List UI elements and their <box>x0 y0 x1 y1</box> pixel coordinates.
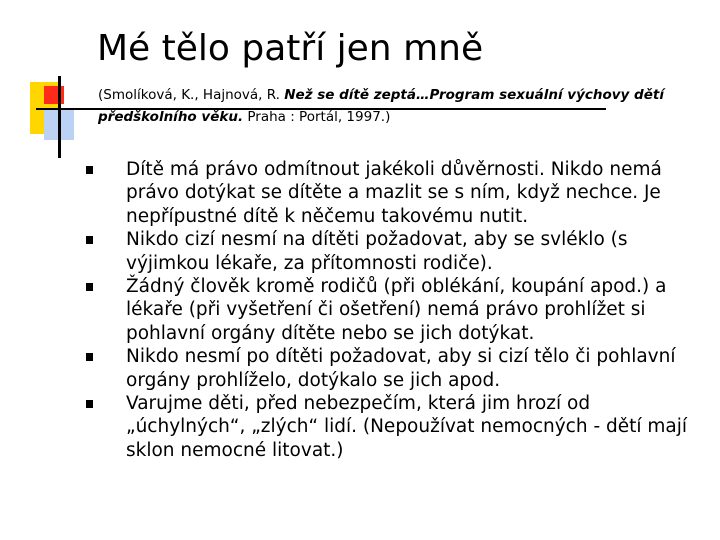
square-bullet-icon <box>86 236 93 244</box>
bullet-text: Žádný člověk kromě rodičů (při oblékání, koupání apod.) a lékaře (při vyšetření či ošetření) nemá právo prohlížet si pohlavní orgány dítěte nebo se jich dotýkat. <box>126 276 667 344</box>
bullet-text: Varujme děti, před nebezpečím, která jim hrozí od „úchylných“, „zlých“ lidí. (Nepoužívat nemocných - dětí mají sklon nemocné litovat.) <box>126 393 688 461</box>
bullet-list <box>80 158 710 462</box>
bullet-text: Nikdo cizí nesmí na dítěti požadovat, aby se svléklo (s výjimkou lékaře, za přítomnosti rodiče). <box>126 229 628 274</box>
square-bullet-icon <box>86 400 93 408</box>
bullet-text: Nikdo nesmí po dítěti požadovat, aby si cizí tělo či pohlavní orgány prohlíželo, dotýkalo se jich apod. <box>126 346 676 391</box>
slide-title: Mé tělo patří jen mně <box>97 28 484 69</box>
bullet-text: Dítě má právo odmítnout jakékoli důvěrnosti. Nikdo nemá právo dotýkat se dítěte a mazlit se s ním, když nechce. Je nepřípustné dítě k něčemu takovému nutit. <box>126 159 662 227</box>
decorative-red-block <box>44 86 64 104</box>
bullet-item <box>80 228 710 275</box>
bullet-item <box>80 158 710 228</box>
decorative-vertical-line <box>58 76 61 158</box>
square-bullet-icon <box>86 353 93 361</box>
bullet-item <box>80 345 710 392</box>
citation-authors: (Smolíková, K., Hajnová, R. <box>98 87 285 103</box>
citation <box>98 84 688 128</box>
square-bullet-icon <box>86 283 93 291</box>
bullet-item <box>80 392 710 462</box>
square-bullet-icon <box>86 166 93 174</box>
citation-publisher: Praha : Portál, 1997.) <box>243 109 391 125</box>
bullet-item <box>80 275 710 345</box>
citation-work-title: Než se dítě zeptá…Program sexuální výchovy dětí předškolního věku. <box>98 87 664 125</box>
